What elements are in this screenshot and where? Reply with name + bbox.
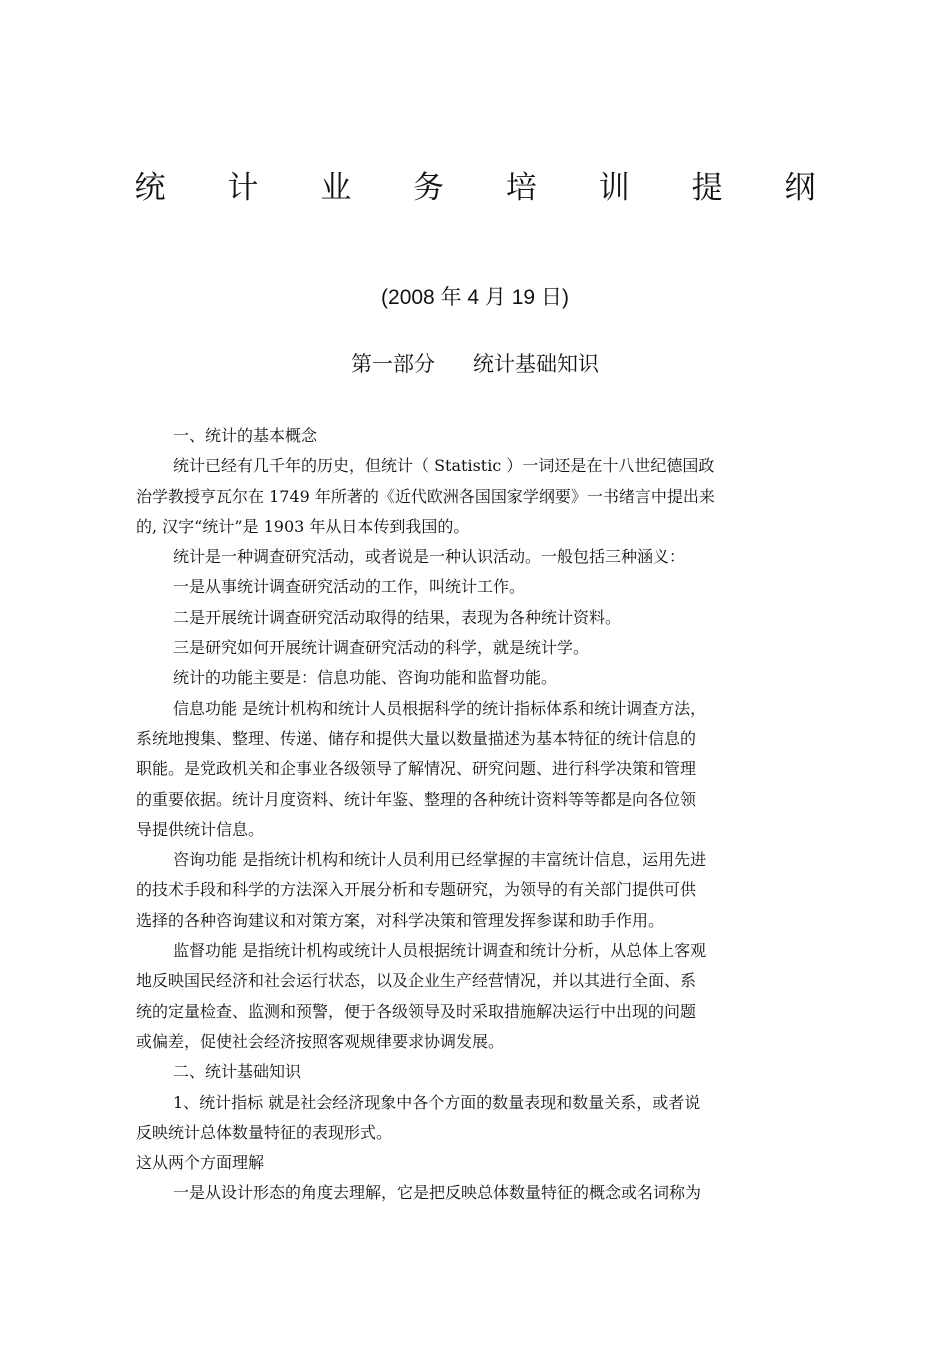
text-line: 这从两个方面理解 xyxy=(136,1153,265,1173)
text-line: 职能。是党政机关和企事业各级领导了解情况、研究问题、进行科学决策和管理 xyxy=(136,759,697,779)
text-line: 导提供统计信息。 xyxy=(136,819,265,839)
text-line: 统计是一种调查研究活动，或者说是一种认识活动。一般包括三种涵义： xyxy=(173,547,686,567)
text-line: 或偏差，促使社会经济按照客观规律要求协调发展。 xyxy=(136,1031,505,1051)
text-line: 选择的各种咨询建议和对策方案，对科学决策和管理发挥参谋和助手作用。 xyxy=(136,910,665,930)
part-number: 第一部分 xyxy=(351,352,435,376)
text-line: 治学教授亨瓦尔在 1749 年所著的《近代欧洲各国国家学纲要》一书绪言中提出来 xyxy=(136,486,715,506)
text-line: 的重要依据。统计月度资料、统计年鉴、整理的各种统计资料等等都是向各位领 xyxy=(136,789,697,809)
document-date: (2008 年 4 月 19 日) xyxy=(381,286,569,309)
body-text xyxy=(136,421,801,1209)
text-line: 二、统计基础知识 xyxy=(173,1062,302,1082)
text-line: 系统地搜集、整理、传递、储存和提供大量以数量描述为基本特征的统计信息的 xyxy=(136,728,697,748)
text-line: 的, 汉字“统计”是 1903 年从日本传到我国的。 xyxy=(136,516,470,536)
text-line: 监督功能 是指统计机构或统计人员根据统计调查和统计分析，从总体上客观 xyxy=(173,941,707,961)
text-line: 1、统计指标 就是社会经济现象中各个方面的数量表现和数量关系，或者说 xyxy=(173,1092,701,1112)
part-title: 统计基础知识 xyxy=(473,352,599,376)
document-title: 统 计 业 务 培 训 提 纲 xyxy=(134,170,842,206)
text-line: 统计已经有几千年的历史，但统计（ Statistic ）一词还是在十八世纪德国政 xyxy=(173,456,715,476)
text-line: 一、统计的基本概念 xyxy=(173,426,318,445)
text-line: 一是从事统计调查研究活动的工作，叫统计工作。 xyxy=(173,577,526,597)
text-line: 统的定量检查、监测和预警，便于各级领导及时采取措施解决运行中出现的问题 xyxy=(136,1001,697,1021)
text-line: 统计的功能主要是：信息功能、咨询功能和监督功能。 xyxy=(173,668,558,688)
text-line: 信息功能 是统计机构和统计人员根据科学的统计指标体系和统计调查方法， xyxy=(173,698,707,718)
text-line: 三是研究如何开展统计调查研究活动的科学，就是统计学。 xyxy=(173,638,590,658)
text-line: 一是从设计形态的角度去理解，它是把反映总体数量特征的概念或名词称为 xyxy=(173,1183,702,1203)
text-line: 咨询功能 是指统计机构和统计人员利用已经掌握的丰富统计信息，运用先进 xyxy=(173,850,707,870)
text-line: 地反映国民经济和社会运行状态，以及企业生产经营情况，并以其进行全面、系 xyxy=(136,971,697,991)
part-heading xyxy=(0,348,950,380)
text-line: 反映统计总体数量特征的表现形式。 xyxy=(136,1122,393,1142)
text-line: 的技术手段和科学的方法深入开展分析和专题研究，为领导的有关部门提供可供 xyxy=(136,880,697,900)
text-line: 二是开展统计调查研究活动取得的结果，表现为各种统计资料。 xyxy=(173,607,622,627)
